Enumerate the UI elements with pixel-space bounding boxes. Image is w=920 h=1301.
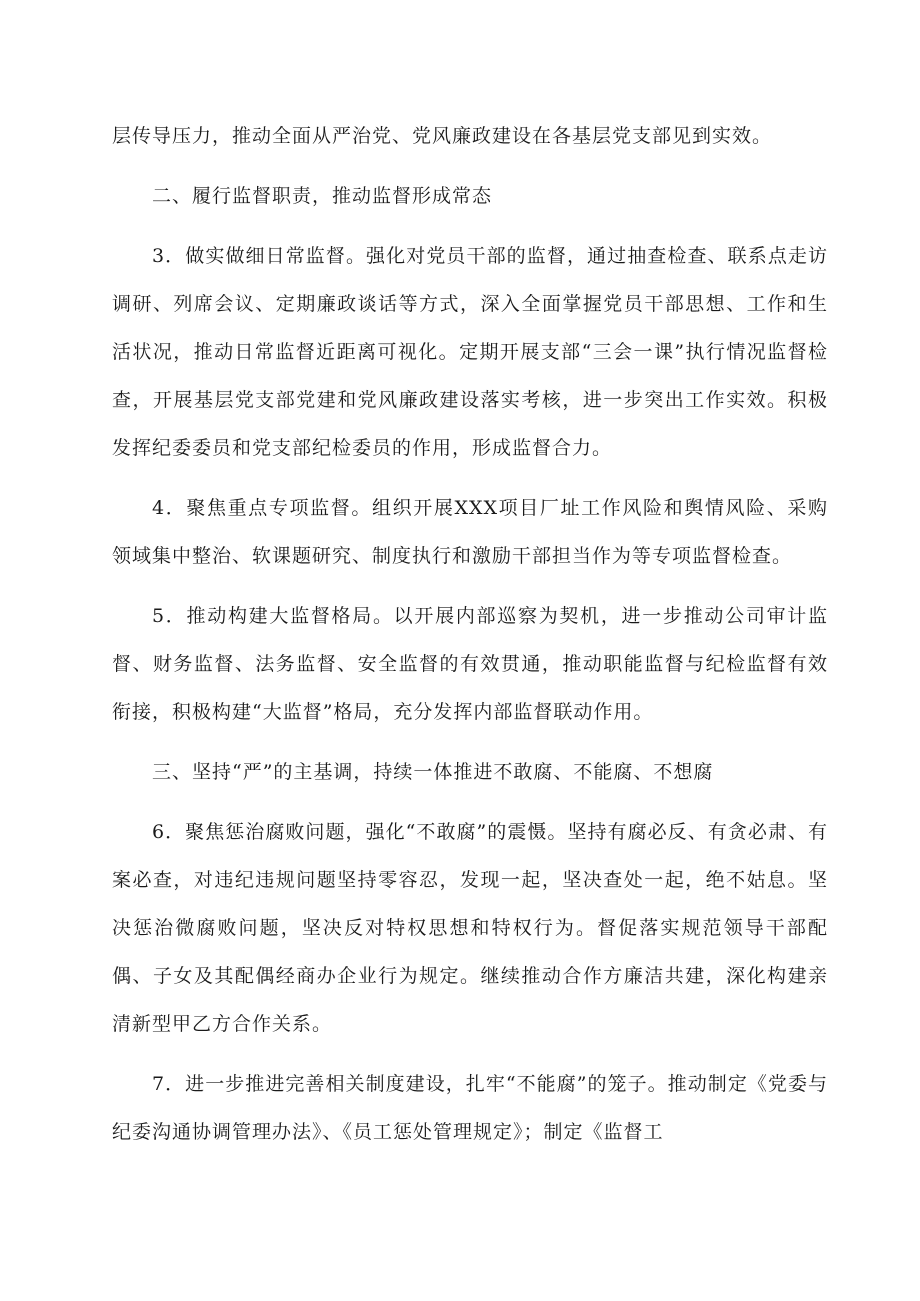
item-3-paragraph: 3．做实做细日常监督。强化对党员干部的监督，通过抽查检查、联系点走访调研、列席会议、定期廉政谈话等方式，深入全面掌握党员干部思想、工作和生活状况，推动日常监督近距离可视化。定期开展支部“三会一课”执行情况监督检查，开展基层党支部党建和党风廉政建设落实考核，进一步突出工作实效。积极发挥纪委委员和党支部纪检委员的作用，形成监督合力。	[112, 245, 828, 459]
item-6-paragraph: 6．聚焦惩治腐败问题，强化“不敢腐”的震慑。坚持有腐必反、有贪必肃、有案必查，对违纪违规问题坚持零容忍，发现一起，坚决查处一起，绝不姑息。坚决惩治微腐败问题，坚决反对特权思想和特权行为。督促落实规范领导干部配偶、子女及其配偶经商办企业行为规定。继续推动合作方廉洁共建，深化构建亲清新型甲乙方合作关系。	[112, 821, 828, 1035]
item-4-paragraph: 4．聚焦重点专项监督。组织开展XXX项目厂址工作风险和舆情风险、采购领域集中整治、软课题研究、制度执行和激励干部担当作为等专项监督检查。	[112, 497, 828, 567]
paragraph-continuation: 层传导压力，推动全面从严治党、党风廉政建设在各基层党支部见到实效。	[112, 125, 773, 147]
section-heading-2: 二、履行监督职责，推动监督形成常态	[152, 185, 493, 207]
item-5-paragraph: 5．推动构建大监督格局。以开展内部巡察为契机，进一步推动公司审计监督、财务监督、法务监督、安全监督的有效贯通，推动职能监督与纪检监督有效衔接，积极构建“大监督”格局，充分发挥内部监督联动作用。	[112, 605, 828, 723]
item-7-paragraph: 7．进一步推进完善相关制度建设，扎牢“不能腐”的笼子。推动制定《党委与纪委沟通协调管理办法》、《员工惩处管理规定》；制定《监督工	[112, 1073, 828, 1143]
document-body	[112, 112, 828, 1156]
section-heading-3: 三、坚持“严”的主基调，持续一体推进不敢腐、不能腐、不想腐	[152, 761, 714, 783]
